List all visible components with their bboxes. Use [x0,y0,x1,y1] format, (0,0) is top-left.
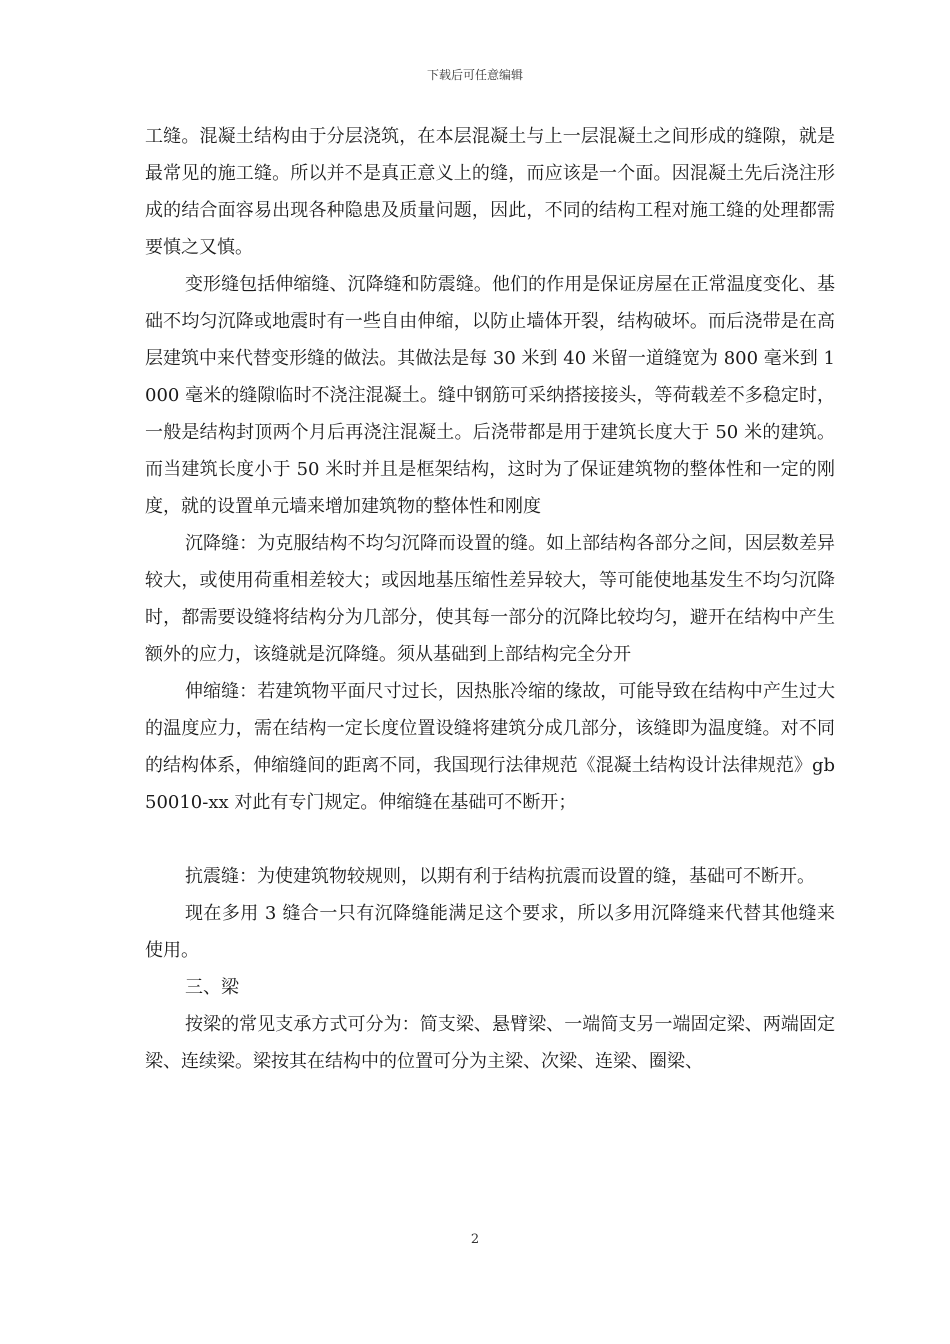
paragraph-joint-combination: 现在多用 3 缝合一只有沉降缝能满足这个要求，所以多用沉降缝来代替其他缝来使用。 [145,903,835,961]
section-heading-beams: 三、梁 [185,977,239,998]
paragraph-settlement-joint: 沉降缝：为克服结构不均匀沉降而设置的缝。如上部结构各部分之间，因层数差异较大，或使用荷重相差较大；或因地基压缩性差异较大，等可能使地基发生不均匀沉降时，都需要设缝将结构分为几部分，使其每一部分的沉降比较均匀，避开在结构中产生额外的应力，该缝就是沉降缝。须从基础到上部结构完全分开 [145,533,835,665]
document-body [145,118,835,1080]
paragraph-beam-types: 按梁的常见支承方式可分为：简支梁、悬臂梁、一端简支另一端固定梁、两端固定梁、连续梁。梁按其在结构中的位置可分为主梁、次梁、连梁、圈梁、 [145,1014,835,1072]
page-header: 下载后可任意编辑 [426,68,523,82]
blank-line [145,821,835,858]
paragraph-expansion-joint: 伸缩缝：若建筑物平面尺寸过长，因热胀冷缩的缘故，可能导致在结构中产生过大的温度应力，需在结构一定长度位置设缝将建筑分成几部分，该缝即为温度缝。对不同的结构体系，伸缩缝间的距离不同，我国现行法律规范《混凝土结构设计法律规范》gb50010-xx 对此有专门规定。伸缩缝在基础可不断开； [145,681,835,813]
paragraph-construction-joint-continued: 工缝。混凝土结构由于分层浇筑，在本层混凝土与上一层混凝土之间形成的缝隙，就是最常见的施工缝。所以并不是真正意义上的缝，而应该是一个面。因混凝土先后浇注形成的结合面容易出现各种隐患及质量问题，因此，不同的结构工程对施工缝的处理都需要慎之又慎。 [145,126,835,258]
paragraph-seismic-joint: 抗震缝：为使建筑物较规则，以期有利于结构抗震而设置的缝，基础可不断开。 [185,866,815,887]
paragraph-deformation-joint: 变形缝包括伸缩缝、沉降缝和防震缝。他们的作用是保证房屋在正常温度变化、基础不均匀沉降或地震时有一些自由伸缩，以防止墙体开裂，结构破坏。而后浇带是在高层建筑中来代替变形缝的做法。其做法是每 30 米到 40 米留一道缝宽为 800 毫米到 1000 毫米的缝隙临时不浇注混凝土。缝中钢筋可采纳搭接接头，等荷载差不多稳定时，一般是结构封顶两个月后再浇注混凝土。后浇带都是用于建筑长度大于 50 米的建筑。而当建筑长度小于 50 米时并且是框架结构，这时为了保证建筑物的整体性和一定的刚度，就的设置单元墙来增加建筑物的整体性和刚度 [145,274,835,517]
page-number: 2 [470,1232,480,1247]
